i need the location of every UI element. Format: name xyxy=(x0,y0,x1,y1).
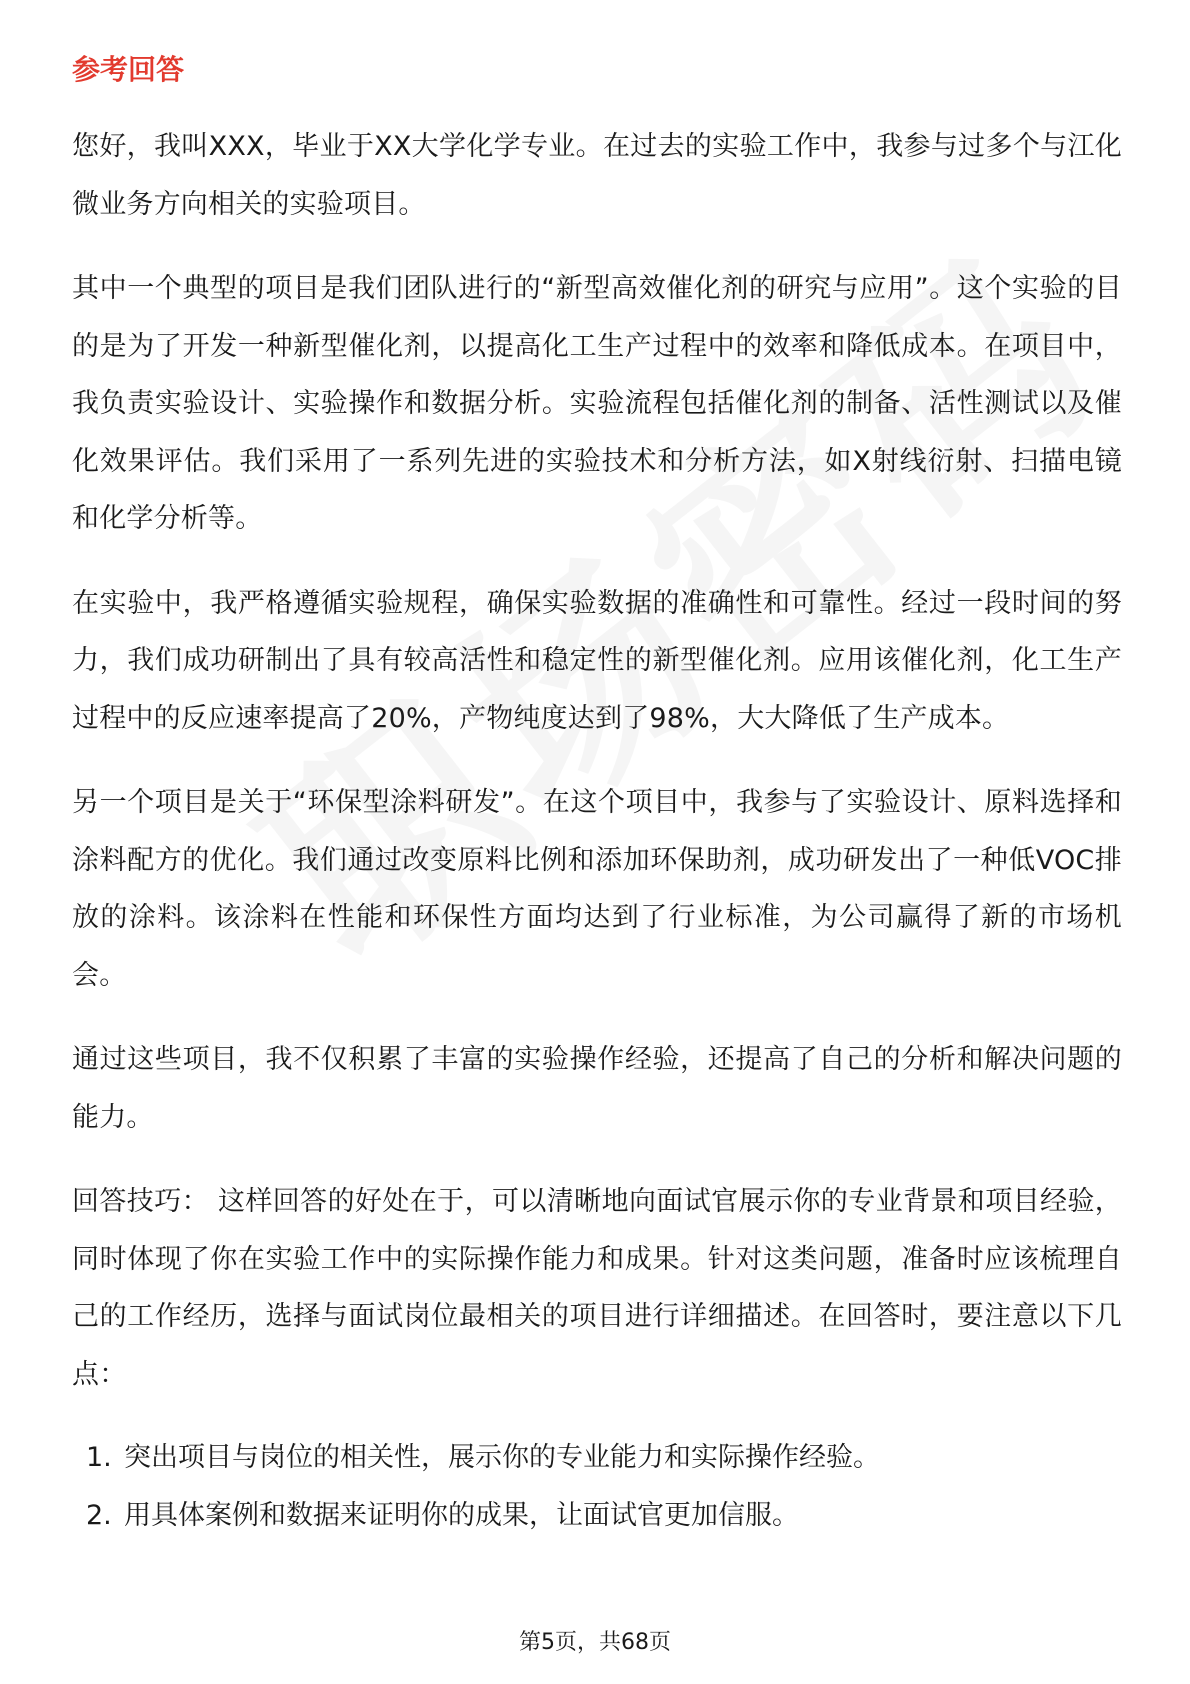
list-item xyxy=(72,1429,1122,1487)
list-item xyxy=(72,1487,1122,1545)
answer-tips: 回答技巧： 这样回答的好处在于，可以清晰地向面试官展示你的专业背景和项目经验，同时体现了你在实验工作中的实际操作能力和成果。针对这类问题，准备时应该梳理自己的工作经历，选择与面试岗位最相关的项目进行详细描述。在回答时，要注意以下几点： xyxy=(72,1186,1122,1390)
tips-list xyxy=(72,1429,1122,1544)
page-number-footer: 第5页，共68页 xyxy=(519,1630,671,1655)
answer-body xyxy=(72,118,1122,1544)
list-item-number: 2. xyxy=(86,1499,112,1531)
list-item-text: 用具体案例和数据来证明你的成果，让面试官更加信服。 xyxy=(124,1499,799,1531)
paragraph-coating-project: 另一个项目是关于“环保型涂料研发”。在这个项目中，我参与了实验设计、原料选择和涂料配方的优化。我们通过改变原料比例和添加环保助剂，成功研发出了一种低VOC排放的涂料。该涂料在性能和环保性方面均达到了行业标准，为公司赢得了新的市场机会。 xyxy=(72,787,1122,991)
list-item-number: 1. xyxy=(86,1442,112,1473)
section-heading: 参考回答 xyxy=(72,53,185,86)
list-item-text: 突出项目与岗位的相关性，展示你的专业能力和实际操作经验。 xyxy=(124,1442,880,1473)
paragraph-summary: 通过这些项目，我不仅积累了丰富的实验操作经验，还提高了自己的分析和解决问题的能力。 xyxy=(72,1044,1122,1133)
paragraph-intro: 您好，我叫XXX，毕业于XX大学化学专业。在过去的实验工作中，我参与过多个与江化微业务方向相关的实验项目。 xyxy=(72,131,1122,220)
paragraph-catalyst-results: 在实验中，我严格遵循实验规程，确保实验数据的准确性和可靠性。经过一段时间的努力，我们成功研制出了具有较高活性和稳定性的新型催化剂。应用该催化剂，化工生产过程中的反应速率提高了20%，产物纯度达到了98%，大大降低了生产成本。 xyxy=(72,587,1122,734)
paragraph-catalyst-project: 其中一个典型的项目是我们团队进行的“新型高效催化剂的研究与应用”。这个实验的目的是为了开发一种新型催化剂，以提高化工生产过程中的效率和降低成本。在项目中，我负责实验设计、实验操作和数据分析。实验流程包括催化剂的制备、活性测试以及催化效果评估。我们采用了一系列先进的实验技术和分析方法，如X射线衍射、扫描电镜和化学分析等。 xyxy=(72,273,1122,534)
